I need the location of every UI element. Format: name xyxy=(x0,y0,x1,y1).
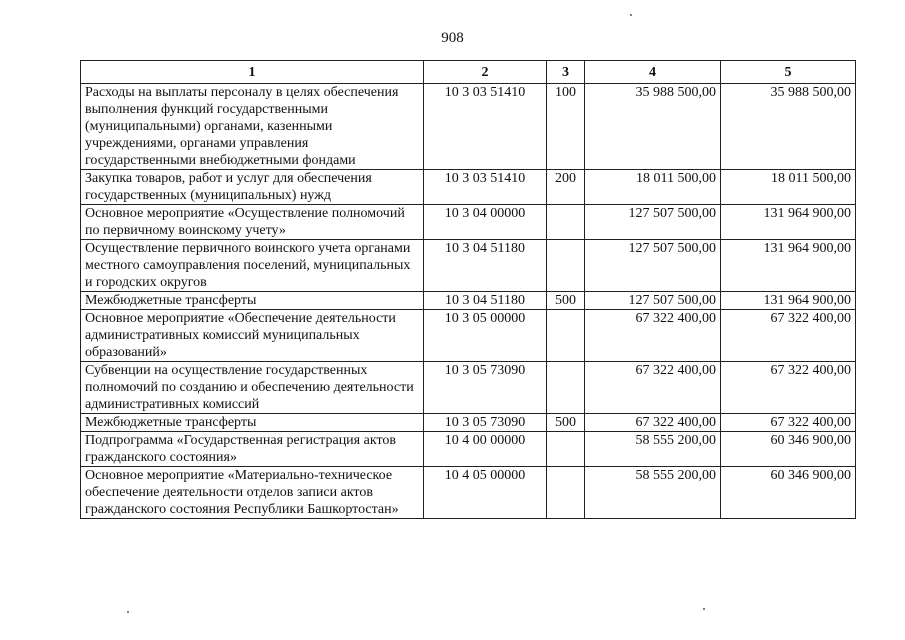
row-name: Межбюджетные трансферты xyxy=(81,292,424,310)
row-amount-1: 18 011 500,00 xyxy=(585,170,721,205)
row-amount-1: 67 322 400,00 xyxy=(585,310,721,362)
row-type xyxy=(547,432,585,467)
row-amount-2: 131 964 900,00 xyxy=(721,205,856,240)
row-amount-2: 67 322 400,00 xyxy=(721,310,856,362)
row-code: 10 3 04 51180 xyxy=(424,292,547,310)
row-type xyxy=(547,240,585,292)
row-type: 100 xyxy=(547,84,585,170)
row-type xyxy=(547,310,585,362)
row-name: Закупка товаров, работ и услуг для обеспечения государственных (муниципальных) нужд xyxy=(81,170,424,205)
row-type xyxy=(547,205,585,240)
row-code: 10 3 05 00000 xyxy=(424,310,547,362)
column-header-name: 1 xyxy=(81,61,424,84)
row-code: 10 3 05 73090 xyxy=(424,414,547,432)
row-amount-1: 67 322 400,00 xyxy=(585,414,721,432)
row-amount-2: 67 322 400,00 xyxy=(721,362,856,414)
row-type: 500 xyxy=(547,292,585,310)
row-code: 10 4 00 00000 xyxy=(424,432,547,467)
header-row xyxy=(81,61,856,84)
row-code: 10 3 05 73090 xyxy=(424,362,547,414)
row-code: 10 3 03 51410 xyxy=(424,170,547,205)
scan-speck xyxy=(127,611,129,613)
table-row xyxy=(81,432,856,467)
row-name: Межбюджетные трансферты xyxy=(81,414,424,432)
column-header-amount-2: 5 xyxy=(721,61,856,84)
row-amount-2: 131 964 900,00 xyxy=(721,292,856,310)
page-number: 908 xyxy=(441,30,464,46)
row-amount-1: 35 988 500,00 xyxy=(585,84,721,170)
row-name: Подпрограмма «Государственная регистрация актов гражданского состояния» xyxy=(81,432,424,467)
table-row xyxy=(81,310,856,362)
row-amount-1: 127 507 500,00 xyxy=(585,292,721,310)
row-amount-1: 127 507 500,00 xyxy=(585,205,721,240)
row-amount-1: 67 322 400,00 xyxy=(585,362,721,414)
row-amount-2: 67 322 400,00 xyxy=(721,414,856,432)
row-code: 10 4 05 00000 xyxy=(424,467,547,519)
row-amount-2: 131 964 900,00 xyxy=(721,240,856,292)
row-name: Осуществление первичного воинского учета органами местного самоуправления поселений, муниципальных и городских округов xyxy=(81,240,424,292)
row-amount-1: 58 555 200,00 xyxy=(585,467,721,519)
row-type xyxy=(547,467,585,519)
row-code: 10 3 04 51180 xyxy=(424,240,547,292)
table-row xyxy=(81,205,856,240)
table-row xyxy=(81,414,856,432)
row-name: Основное мероприятие «Осуществление полномочий по первичному воинскому учету» xyxy=(81,205,424,240)
table-row xyxy=(81,84,856,170)
scan-speck xyxy=(630,14,632,16)
row-type: 500 xyxy=(547,414,585,432)
row-amount-2: 18 011 500,00 xyxy=(721,170,856,205)
table-row xyxy=(81,362,856,414)
row-amount-2: 35 988 500,00 xyxy=(721,84,856,170)
row-amount-2: 60 346 900,00 xyxy=(721,467,856,519)
column-header-type: 3 xyxy=(547,61,585,84)
row-amount-2: 60 346 900,00 xyxy=(721,432,856,467)
row-code: 10 3 03 51410 xyxy=(424,84,547,170)
row-amount-1: 58 555 200,00 xyxy=(585,432,721,467)
row-name: Расходы на выплаты персоналу в целях обеспечения выполнения функций государственными (муниципальными) органами, казенными учреждениями, органами управления государственными внебюджетными фондами xyxy=(81,84,424,170)
row-amount-1: 127 507 500,00 xyxy=(585,240,721,292)
table-row xyxy=(81,240,856,292)
row-code: 10 3 04 00000 xyxy=(424,205,547,240)
budget-table xyxy=(80,60,856,519)
table-row xyxy=(81,467,856,519)
scan-speck xyxy=(703,608,705,610)
row-type: 200 xyxy=(547,170,585,205)
row-name: Субвенции на осуществление государственных полномочий по созданию и обеспечению деятельности административных комиссий xyxy=(81,362,424,414)
row-type xyxy=(547,362,585,414)
table-row xyxy=(81,292,856,310)
table-row xyxy=(81,170,856,205)
row-name: Основное мероприятие «Материально-техническое обеспечение деятельности отделов записи актов гражданского состояния Республики Башкортостан» xyxy=(81,467,424,519)
row-name: Основное мероприятие «Обеспечение деятельности административных комиссий муниципальных образований» xyxy=(81,310,424,362)
column-header-amount-1: 4 xyxy=(585,61,721,84)
column-header-code: 2 xyxy=(424,61,547,84)
